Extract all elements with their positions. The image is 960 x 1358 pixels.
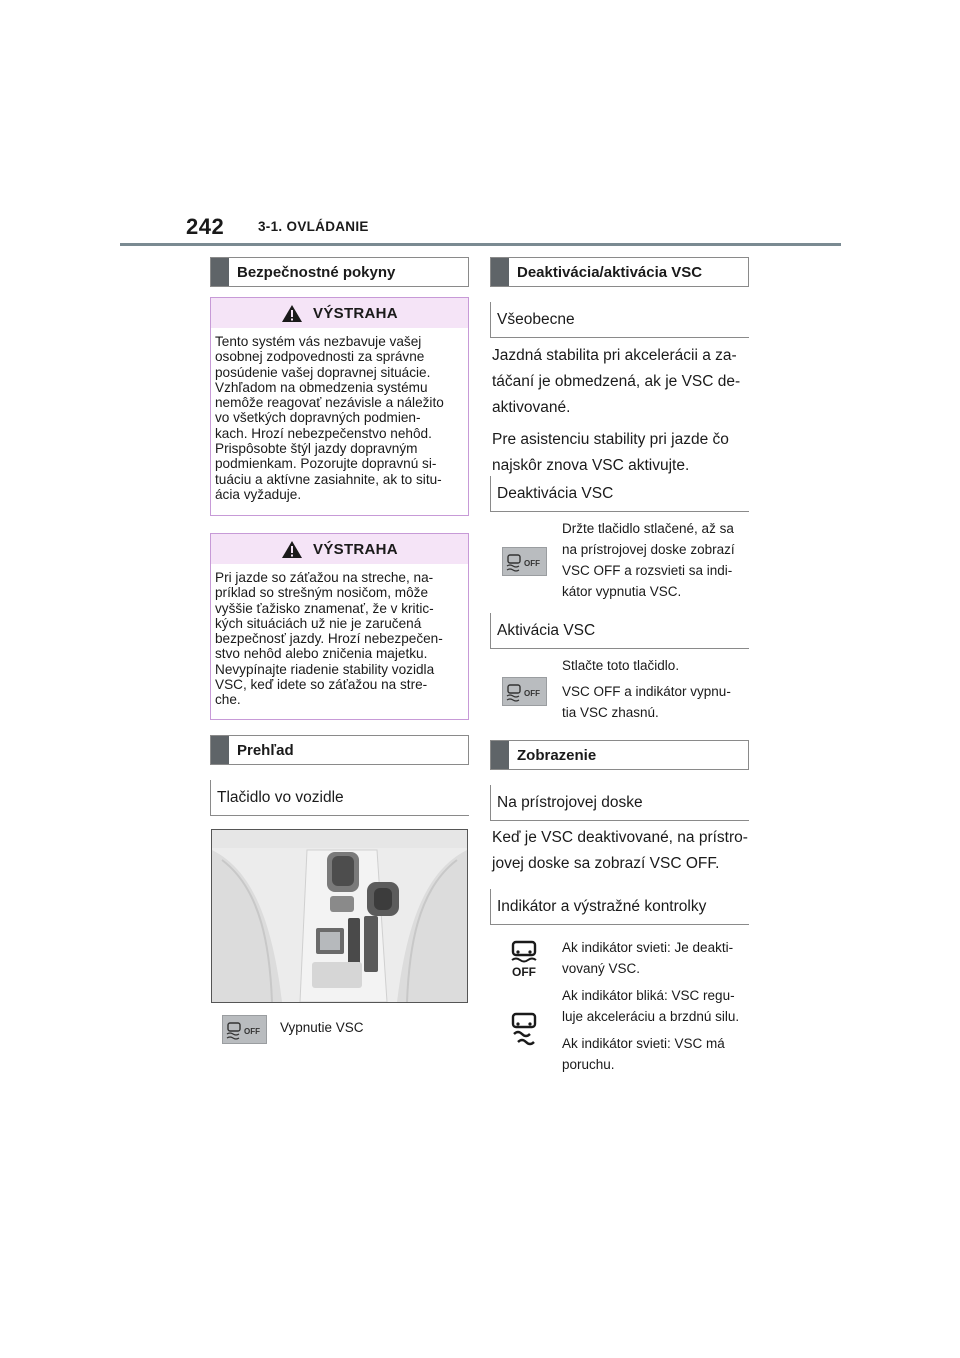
text-line: VSC OFF a rozsvieti sa indi- xyxy=(562,563,733,578)
off-text: OFF xyxy=(523,558,540,568)
vsc-off-icon xyxy=(505,551,545,573)
warning-line: ácia vyžaduje. xyxy=(215,486,302,502)
text-line: Ak indikátor svieti: Je deakti- xyxy=(562,940,734,955)
section-title: Zobrazenie xyxy=(517,746,597,764)
activation-text xyxy=(562,655,757,723)
text-line: Pre asistenciu stability pri jazde čo xyxy=(492,431,729,448)
subsection-instrument-panel: Na prístrojovej doske xyxy=(490,785,749,821)
header-divider xyxy=(120,243,841,246)
warning-line: kých situáciách už nie je zaručená xyxy=(215,615,422,631)
button-caption: Vypnutie VSC xyxy=(280,1020,364,1035)
section-bar xyxy=(211,258,229,286)
subsection-deactivation: Deaktivácia VSC xyxy=(490,476,749,512)
warning-line: VSC, keď idete so záťažou na stre- xyxy=(215,677,428,693)
vsc-off-icon xyxy=(225,1019,265,1041)
section-safety xyxy=(210,257,469,287)
warning-text xyxy=(211,328,468,510)
section-bar xyxy=(211,736,229,764)
off-text: OFF xyxy=(523,688,540,698)
center-console-illustration xyxy=(212,830,467,1002)
warning-line: tuáciu a aktívne zasiahnite, ak to situ- xyxy=(215,471,442,487)
vsc-off-button-image xyxy=(502,677,547,706)
warning-line: Pri jazde so záťažou na streche, na- xyxy=(215,570,434,585)
warning-line: vyššie ťažisko znamenať, že v kritic- xyxy=(215,600,434,616)
vsc-skid-indicator-icon xyxy=(508,1012,540,1048)
center-console-image xyxy=(211,829,468,1003)
warning-triangle-icon xyxy=(281,304,303,323)
subsection-indicators: Indikátor a výstražné kontrolky xyxy=(490,889,749,925)
text-line: táčaní je obmedzená, ak je VSC de- xyxy=(492,373,741,390)
off-text: OFF xyxy=(243,1026,260,1036)
text-line: luje akceleráciu a brzdnú silu. xyxy=(562,1009,740,1024)
subsection-button-in-vehicle: Tlačidlo vo vozidle xyxy=(210,780,469,816)
text-line: VSC OFF a indikátor vypnu- xyxy=(562,684,731,699)
section-overview xyxy=(210,735,469,765)
chapter-title: 3-1. OVLÁDANIE xyxy=(258,219,369,234)
warning-box-1 xyxy=(210,297,469,516)
general-paragraph xyxy=(492,343,754,479)
section-title: Bezpečnostné pokyny xyxy=(237,263,396,281)
section-deactivation-activation xyxy=(490,257,749,287)
text-line: na prístrojovej doske zobrazí xyxy=(562,542,735,557)
warning-line: Vzhľadom na obmedzenia systému xyxy=(215,379,428,395)
warning-line: príklad so strešným nosičom, môže xyxy=(215,585,429,601)
section-bar xyxy=(491,258,509,286)
warning-line: Prispôsobte štýl jazdy dopravným xyxy=(215,441,418,457)
warning-text xyxy=(211,564,468,716)
vsc-off-icon xyxy=(505,681,545,703)
subsection-activation: Aktivácia VSC xyxy=(490,613,749,649)
text-line: Stlačte toto tlačidlo. xyxy=(562,658,680,673)
section-title: Deaktivácia/aktivácia VSC xyxy=(517,263,703,281)
warning-line: vo všetkých dopravných podmien- xyxy=(215,410,421,426)
vsc-off-button-image xyxy=(222,1015,267,1044)
text-line: Ak indikátor svieti: VSC má xyxy=(562,1036,725,1051)
warning-title: VÝSTRAHA xyxy=(313,540,398,558)
warning-line: Nevypínajte riadenie stability vozidla xyxy=(215,661,435,677)
section-bar xyxy=(491,741,509,769)
vsc-off-indicator-icon xyxy=(508,940,540,978)
warning-header xyxy=(211,298,468,328)
text-line: najskôr znova VSC aktivujte. xyxy=(492,457,690,474)
text-line: Ak indikátor bliká: VSC regu- xyxy=(562,988,735,1003)
section-display xyxy=(490,740,749,770)
text-line: Držte tlačidlo stlačené, až sa xyxy=(562,521,734,536)
text-line: poruchu. xyxy=(562,1057,615,1072)
warning-line: stvo nehôd alebo zničenia majetku. xyxy=(215,646,428,662)
warning-line: podmienkam. Pozorujte dopravnú si- xyxy=(215,456,437,472)
instrument-paragraph xyxy=(492,825,754,877)
warning-box-2 xyxy=(210,533,469,720)
indicator-1-text xyxy=(562,937,757,979)
deactivation-text xyxy=(562,518,757,602)
subsection-general: Všeobecne xyxy=(490,302,749,338)
warning-line: nemôže reagovať nezávisle a náležito xyxy=(215,395,444,411)
text-line: Keď je VSC deaktivované, na prístro- xyxy=(492,829,748,846)
warning-line: bezpečnosť jazdy. Hrozí nebezpečen- xyxy=(215,631,443,647)
warning-line: posúdenie vašej dopravnej situácie. xyxy=(215,364,431,380)
indicator-off-text: OFF xyxy=(512,965,536,978)
warning-title: VÝSTRAHA xyxy=(313,304,398,322)
vsc-off-button-image xyxy=(502,547,547,576)
text-line: tia VSC zhasnú. xyxy=(562,705,659,720)
text-line: aktivované. xyxy=(492,399,571,416)
text-line: Jazdná stabilita pri akcelerácii a za- xyxy=(492,347,737,364)
warning-line: che. xyxy=(215,692,241,708)
page-number: 242 xyxy=(186,214,225,239)
text-line: kátor vypnutia VSC. xyxy=(562,584,682,599)
warning-triangle-icon xyxy=(281,540,303,559)
warning-line: osobnej zodpovednosti za správne xyxy=(215,349,425,365)
text-line: jovej doske sa zobrazí VSC OFF. xyxy=(492,855,720,872)
indicator-2-text xyxy=(562,985,757,1075)
section-title: Prehľad xyxy=(237,741,294,759)
text-line: vovaný VSC. xyxy=(562,961,641,976)
warning-line: Tento systém vás nezbavuje vašej xyxy=(215,334,422,349)
warning-line: kach. Hrozí nebezpečenstvo nehôd. xyxy=(215,425,432,441)
warning-header xyxy=(211,534,468,564)
